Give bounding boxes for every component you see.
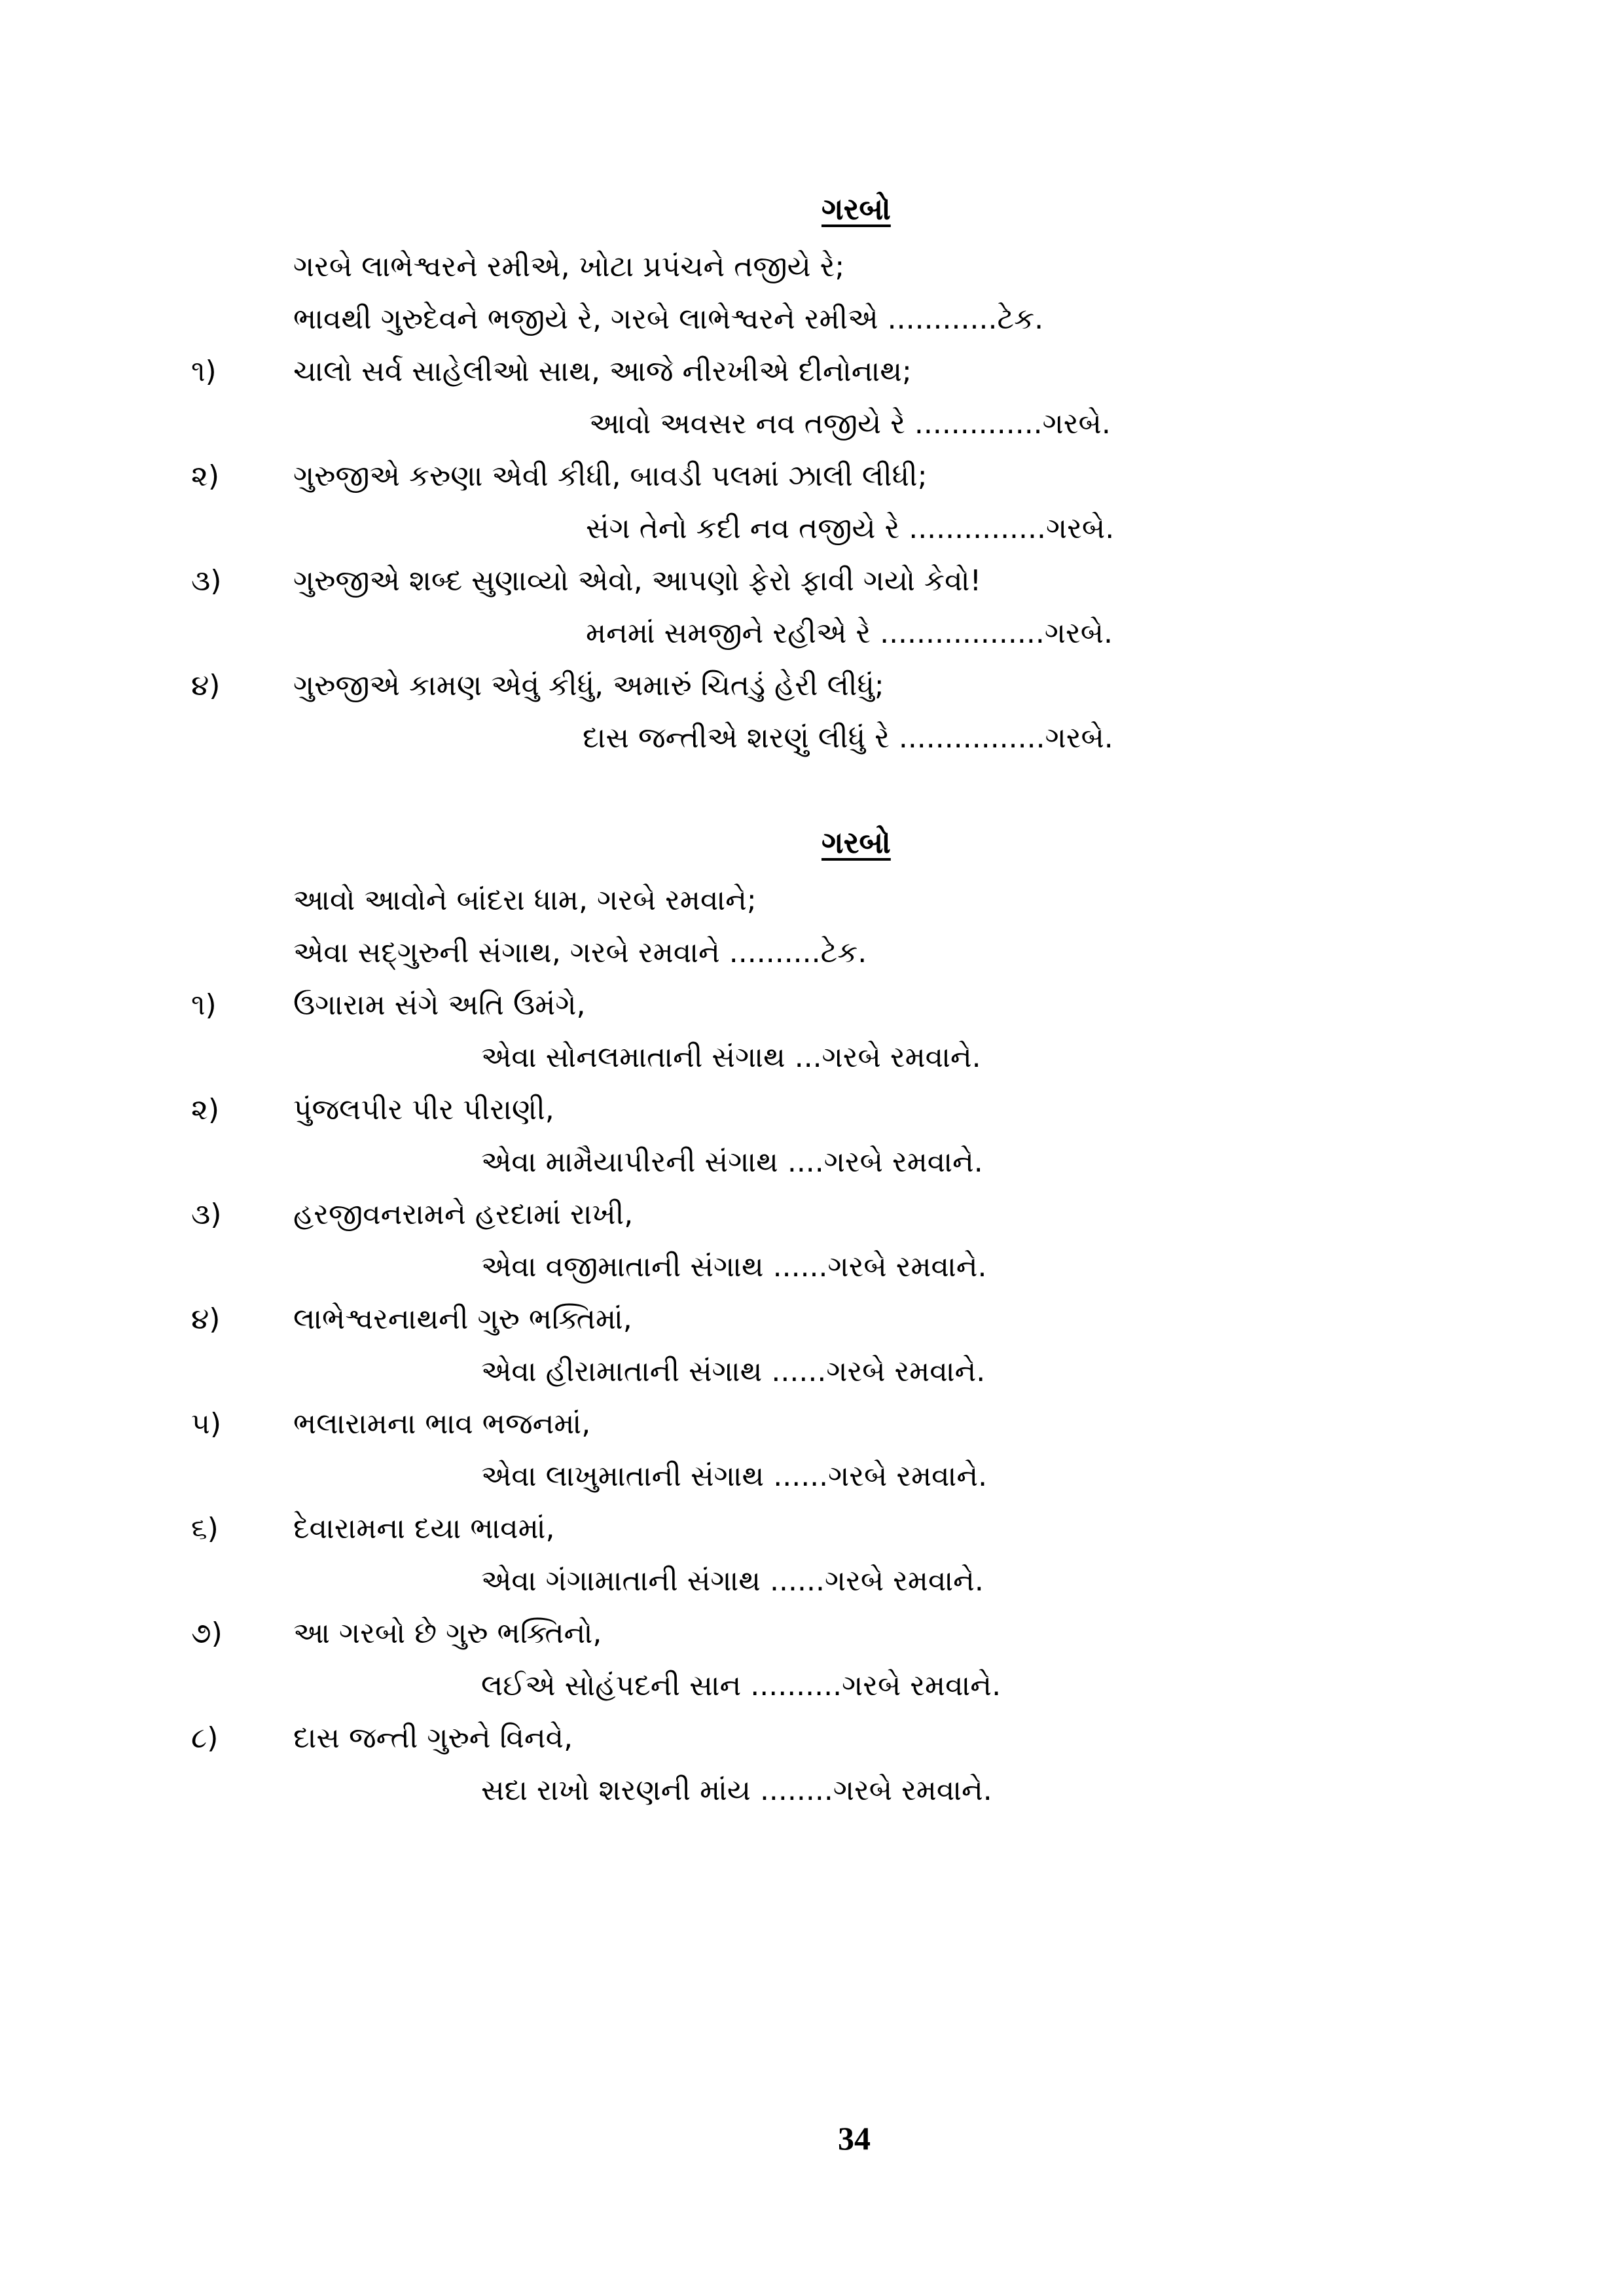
song2-verse-1-line-1: ઉગારામ સંગે અતિ ઉમંગે, (293, 988, 586, 1022)
page-number: 34 (838, 2120, 871, 2157)
song1-verse-2-number: ૨) (191, 459, 219, 493)
song2-verse-2-line-2: એવા મામૈયાપીરની સંગાથ ....ગરબે રમવાને. (481, 1145, 983, 1179)
song2-verse-7-line-2: લઈએ સોહંપદની સાન ..........ગરબે રમવાને. (481, 1669, 1001, 1702)
song2-verse-2-line-1: પુંજલપીર પીર પીરાણી, (293, 1093, 554, 1126)
song2-verse-5-number: ૫) (191, 1407, 222, 1441)
song2-verse-8-line-1: દાસ જન્તી ગુરુને વિનવે, (293, 1721, 573, 1755)
song2-verse-3-line-1: હરજીવનરામને હરદામાં રાખી, (293, 1198, 634, 1231)
song2-verse-7-line-1: આ ગરબો છે ગુરુ ભક્તિનો, (293, 1617, 602, 1650)
song2-verse-7-number: ૭) (191, 1617, 223, 1650)
song2-verse-8-number: ૮) (191, 1721, 219, 1755)
song1-title: ગરબો (821, 191, 891, 226)
song2-verse-5-line-1: ભલારામના ભાવ ભજનમાં, (293, 1407, 591, 1441)
song1-verse-3-line-1: ગુરુજીએ શબ્દ સુણાવ્યો એવો, આપણો ફેરો ફાવી ગયો કેવો! (293, 564, 982, 598)
song1-verse-4-line-2: દાસ જન્તીએ શરણું લીધું રે ................ગરબે. (583, 721, 1113, 755)
song1-verse-3-line-2: મનમાં સમજીને રહીએ રે ..................ગરબે. (586, 617, 1113, 650)
song1-verse-1-number: ૧) (191, 355, 217, 388)
song2-verse-4-number: ૪) (191, 1302, 221, 1336)
song1-verse-1-line-2: આવો અવસર નવ તજીયે રે ..............ગરબે. (589, 407, 1111, 440)
song1-verse-3-number: ૩) (191, 564, 222, 598)
song2-verse-1-line-2: એવા સોનલમાતાની સંગાથ ...ગરબે રમવાને. (481, 1041, 981, 1074)
song2-verse-6-line-1: દેવારામના દયા ભાવમાં, (293, 1512, 555, 1545)
song2-verse-8-line-2: સદા રાખો શરણની માંય ........ગરબે રમવાને. (481, 1774, 992, 1807)
song2-verse-1-number: ૧) (191, 988, 217, 1022)
song2-verse-3-number: ૩) (191, 1198, 222, 1231)
song1-intro-line-2: ભાવથી ગુરુદેવને ભજીયે રે, ગરબે લાભેશ્વરને રમીએ ............ટેક. (293, 302, 1044, 336)
song1-verse-2-line-1: ગુરુજીએ કરુણા એવી કીધી, બાવડી પલમાં ઝાલી લીધી; (293, 459, 928, 493)
song2-intro-line-1: આવો આવોને બાંદરા ધામ, ગરબે રમવાને; (293, 884, 757, 917)
song1-verse-1-line-1: ચાલો સર્વ સાહેલીઓ સાથ, આજે નીરખીએ દીનોનાથ; (293, 355, 912, 388)
song2-title: ગરબો (821, 825, 891, 860)
song2-verse-4-line-2: એવા હીરામાતાની સંગાથ ......ગરબે રમવાને. (481, 1355, 986, 1388)
song2-verse-5-line-2: એવા લાખુમાતાની સંગાથ ......ગરબે રમવાને. (481, 1460, 988, 1493)
song2-verse-6-line-2: એવા ગંગામાતાની સંગાથ ......ગરબે રમવાને. (481, 1564, 984, 1598)
song2-verse-6-number: ૬) (191, 1512, 219, 1545)
song2-verse-2-number: ૨) (191, 1093, 219, 1126)
song2-intro-line-2: એવા સદ્‌ગુરુની સંગાથ, ગરબે રમવાને ..........ટેક. (293, 936, 867, 969)
song1-intro-line-1: ગરબે લાભેશ્વરને રમીએ, ખોટા પ્રપંચને તજીયે રે; (293, 250, 845, 283)
song1-verse-4-number: ૪) (191, 669, 221, 702)
song2-verse-4-line-1: લાભેશ્વરનાથની ગુરુ ભક્તિમાં, (293, 1302, 632, 1336)
song1-verse-4-line-1: ગુરુજીએ કામણ એવું કીધું, અમારું ચિતડું હેરી લીધું; (293, 669, 884, 702)
song2-verse-3-line-2: એવા વજીમાતાની સંગાથ ......ગરબે રમવાને. (481, 1250, 987, 1283)
song1-verse-2-line-2: સંગ તેનો કદી નવ તજીયે રે ...............ગરબે. (586, 512, 1115, 545)
